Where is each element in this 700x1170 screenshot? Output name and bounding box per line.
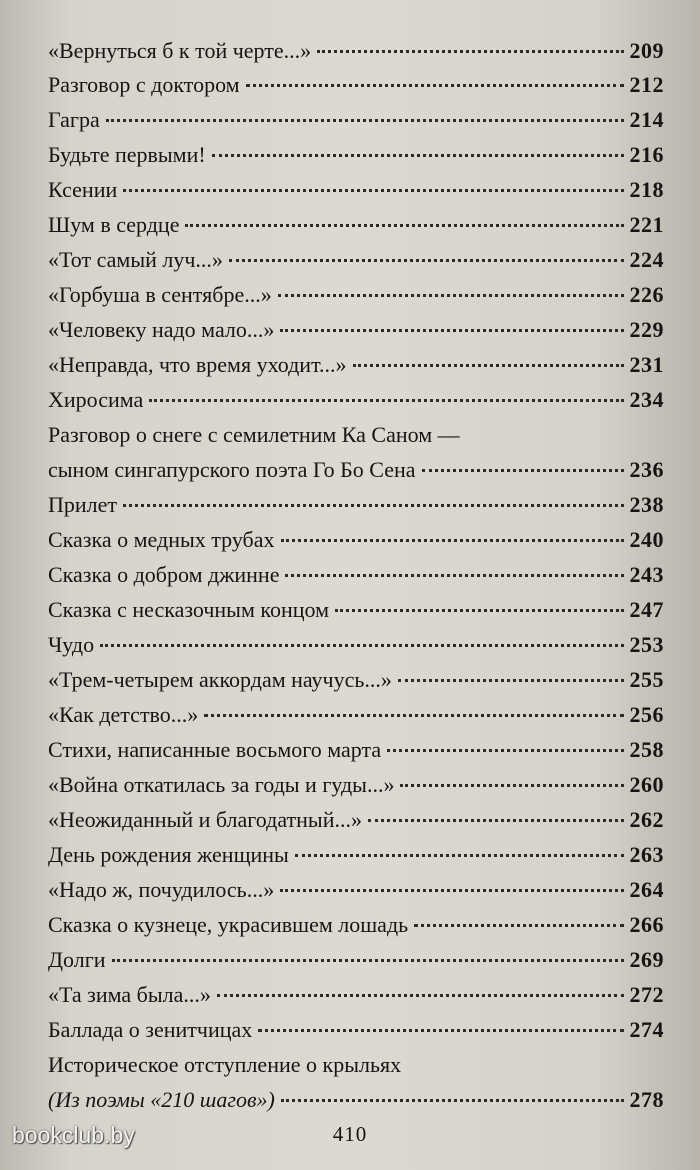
toc-entry-page: 224 [629, 247, 664, 272]
toc-entry-title: День рождения женщины [48, 842, 289, 867]
toc-entry-title: Разговор с доктором [48, 72, 240, 97]
toc-entry-title: Сказка о медных трубах [48, 527, 275, 552]
toc-entry-page: 278 [629, 1087, 664, 1112]
toc-entry-title-line2: сыном сингапурского поэта Го Бо Сена [48, 457, 416, 482]
toc-entry-page: 216 [629, 142, 664, 167]
toc-entry-page: 256 [629, 702, 664, 727]
toc-entry [48, 172, 664, 207]
toc-entry-page: 229 [629, 317, 664, 342]
dot-leader [246, 84, 624, 87]
dot-leader [280, 329, 623, 332]
toc-entry-title: «Надо ж, почудилось...» [48, 877, 275, 902]
toc-entry-title: Хиросима [48, 387, 144, 412]
toc-entry-title: Чудо [48, 632, 95, 657]
dot-leader [123, 504, 623, 507]
dot-leader [185, 224, 623, 227]
toc-entry [48, 592, 664, 627]
dot-leader [258, 1029, 623, 1032]
toc-entry-page: 234 [629, 387, 664, 412]
watermark: bookclub.by [12, 1122, 135, 1148]
toc-entry [48, 382, 664, 417]
toc-entry [48, 487, 664, 522]
dot-leader [112, 959, 624, 962]
dot-leader [278, 294, 624, 297]
dot-leader [212, 154, 624, 157]
toc-entry-page: 274 [629, 1017, 664, 1042]
toc-entry [48, 977, 664, 1012]
toc-entry-title-line1: Разговор о снеге с семилетним Ка Саном — [48, 422, 460, 447]
toc-entry-page: 264 [629, 877, 664, 902]
toc-entry-page: 212 [629, 72, 664, 97]
toc-entry-page: 221 [629, 212, 664, 237]
dot-leader [281, 1099, 624, 1102]
toc-entry [48, 207, 664, 242]
dot-leader [100, 644, 623, 647]
toc-entry-page: 272 [629, 982, 664, 1007]
dot-leader [106, 119, 624, 122]
toc-entry [48, 347, 664, 382]
toc-entry [48, 34, 664, 67]
toc-entry-title: Баллада о зенитчицах [48, 1017, 253, 1042]
toc-entry [48, 1012, 664, 1047]
toc-entry-page: 240 [629, 527, 664, 552]
toc-entry [48, 312, 664, 347]
toc-entry-title: «Война откатилась за годы и гуды...» [48, 772, 395, 797]
toc-entry-page: 218 [629, 177, 664, 202]
toc-entry-page: 263 [629, 842, 664, 867]
toc-entry [48, 767, 664, 802]
toc-entry-title: Будьте первыми! [48, 142, 206, 167]
dot-leader [353, 364, 624, 367]
toc-entry [48, 662, 664, 697]
toc-entry-title: Гагра [48, 107, 100, 132]
toc-entry [48, 557, 664, 592]
toc-entry-page: 258 [629, 737, 664, 762]
toc-entry-page: 236 [629, 457, 664, 482]
toc-entry-title: «Тот самый луч...» [48, 247, 223, 272]
toc-entry [48, 277, 664, 312]
dot-leader [204, 714, 623, 717]
toc-entry-title: «Неправда, что время уходит...» [48, 352, 347, 377]
toc-entry-title-line1: Историческое отступление о крыльях [48, 1052, 402, 1077]
toc-entry-title: Прилет [48, 492, 118, 517]
toc-entry-title: «Человеку надо мало...» [48, 317, 275, 342]
toc-entry [48, 627, 664, 662]
toc-entry-page: 243 [629, 562, 664, 587]
dot-leader [280, 889, 623, 892]
toc-entry-title: Сказка с несказочным концом [48, 597, 329, 622]
toc-entry [48, 802, 664, 837]
toc-entry [48, 67, 664, 102]
toc-entry [48, 907, 664, 942]
toc-entry-page: 226 [629, 282, 664, 307]
toc-entry-title: «Как детство...» [48, 702, 199, 727]
dot-leader [414, 924, 623, 927]
dot-leader [217, 994, 624, 997]
toc-entry-page: 231 [629, 352, 664, 377]
toc-entry-title: Сказка о добром джинне [48, 562, 280, 587]
toc-entry-page: 209 [629, 38, 664, 63]
toc-entry-page: 262 [629, 807, 664, 832]
dot-leader [398, 679, 624, 682]
toc-entry [48, 942, 664, 977]
dot-leader [368, 819, 624, 822]
dot-leader [422, 469, 624, 472]
toc-entry-page: 253 [629, 632, 664, 657]
page-number: 410 [332, 1122, 368, 1146]
dot-leader [335, 609, 624, 612]
dot-leader [281, 539, 624, 542]
toc-entry-page: 260 [629, 772, 664, 797]
toc-entry-two-line [48, 1047, 664, 1117]
toc-entry [48, 872, 664, 907]
dot-leader [295, 854, 624, 857]
toc-entry-page: 238 [629, 492, 664, 517]
toc-entry-title: Долги [48, 947, 106, 972]
toc-entry [48, 837, 664, 872]
toc-entry [48, 242, 664, 277]
toc-entry-title-line2: (Из поэмы «210 шагов») [48, 1087, 275, 1112]
dot-leader [123, 189, 623, 192]
toc-entry [48, 697, 664, 732]
toc-entry [48, 102, 664, 137]
toc-entry-title: Ксении [48, 177, 118, 202]
dot-leader [229, 259, 624, 262]
toc-entry-title: Сказка о кузнеце, украсившем лошадь [48, 912, 409, 937]
toc-entry-page: 269 [629, 947, 664, 972]
dot-leader [285, 574, 623, 577]
toc-entry-title: «Неожиданный и благодатный...» [48, 807, 362, 832]
dot-leader [387, 749, 623, 752]
toc-entry-title: «Та зима была...» [48, 982, 211, 1007]
toc-entry-title: «Вернуться б к той черте...» [48, 38, 312, 63]
toc-entry-title: «Трем-четырем аккордам научусь...» [48, 667, 392, 692]
toc-entry-page: 266 [629, 912, 664, 937]
toc-entry-page: 247 [629, 597, 664, 622]
toc-entry-title: «Горбуша в сентябре...» [48, 282, 272, 307]
dot-leader [317, 50, 623, 53]
dot-leader [400, 784, 623, 787]
toc-entry-two-line [48, 417, 664, 487]
toc-entry [48, 522, 664, 557]
toc-entry-page: 255 [629, 667, 664, 692]
toc-entry [48, 732, 664, 767]
dot-leader [149, 399, 623, 402]
toc-entry [48, 137, 664, 172]
table-of-contents [48, 34, 664, 1117]
toc-entry-title: Стихи, написанные восьмого марта [48, 737, 382, 762]
toc-entry-title: Шум в сердце [48, 212, 180, 237]
toc-entry-page: 214 [629, 107, 664, 132]
